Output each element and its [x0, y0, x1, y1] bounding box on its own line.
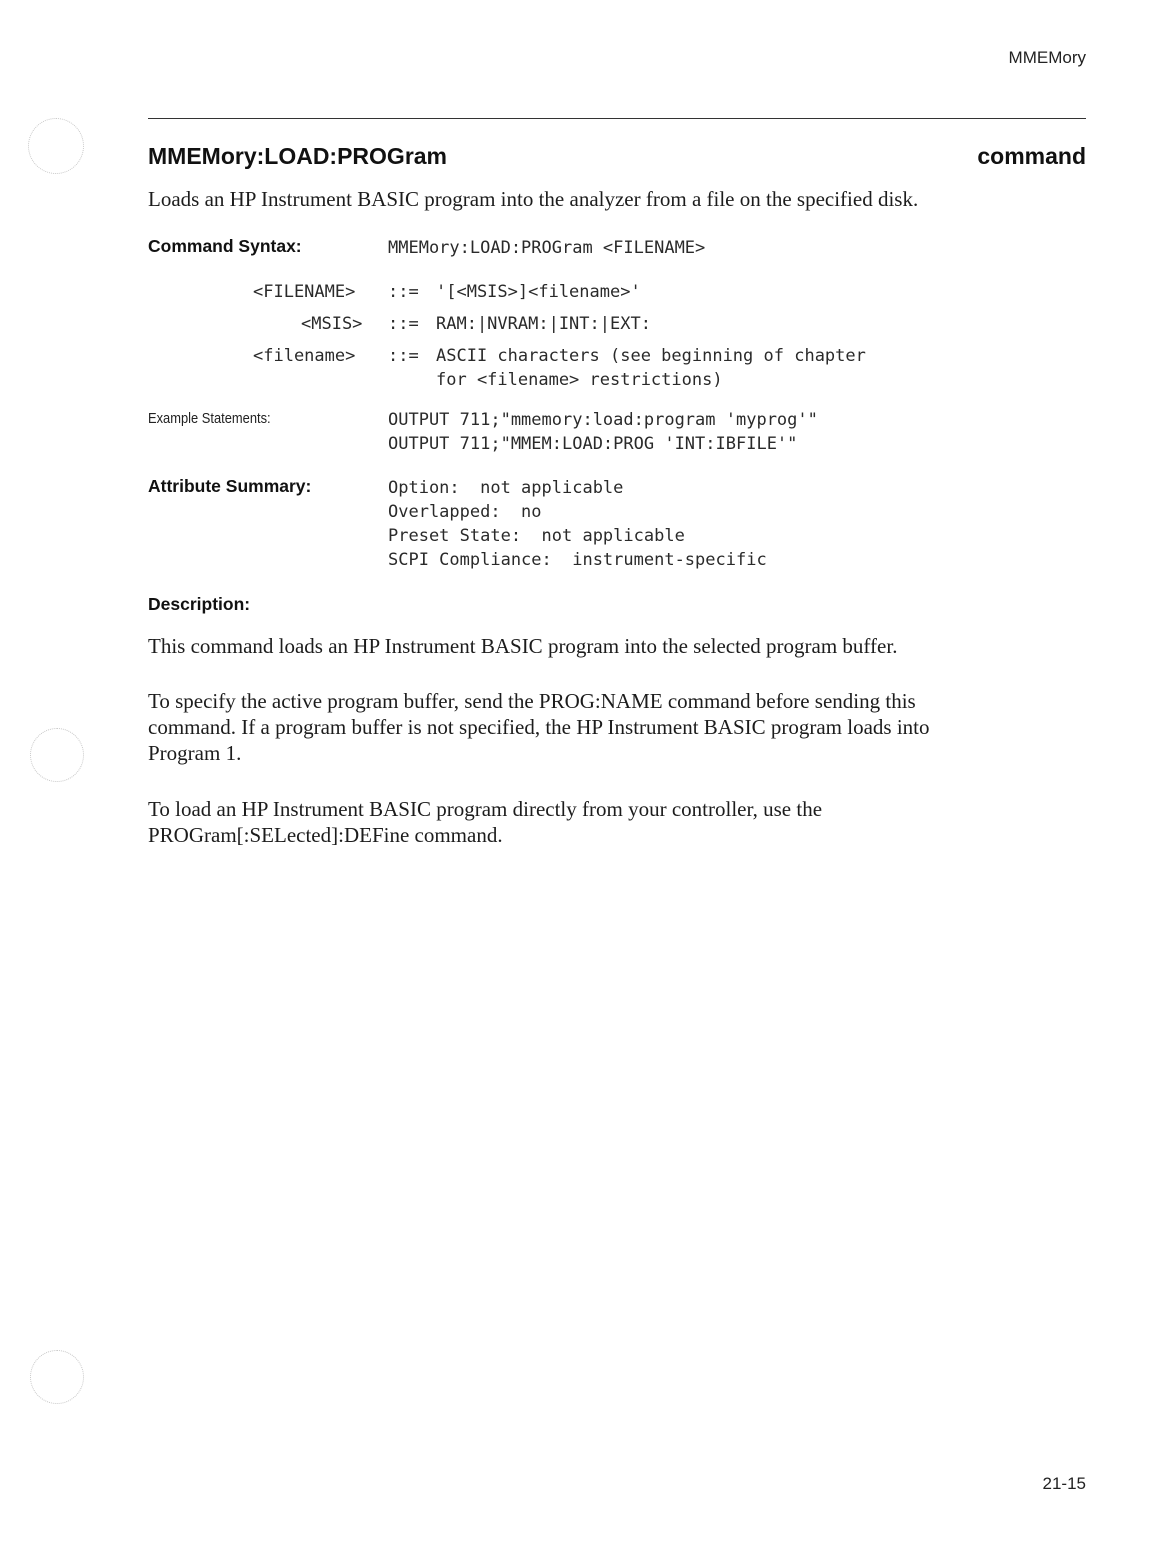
description-paragraph: This command loads an HP Instrument BASIC program into the selected program buffer.	[148, 634, 898, 658]
command-type-label: command	[977, 143, 1086, 169]
attribute-line: SCPI Compliance: instrument-specific	[388, 550, 767, 570]
example-statement: OUTPUT 711;"mmemory:load:program 'myprog'"	[388, 410, 818, 430]
description-paragraph: PROGram[:SELected]:DEFine command.	[148, 823, 503, 847]
syntax-operator: ::=	[388, 282, 419, 302]
syntax-definition: RAM:|NVRAM:|INT:|EXT:	[436, 314, 651, 334]
syntax-term: <MSIS>	[301, 314, 363, 334]
attribute-summary-label: Attribute Summary:	[148, 476, 312, 496]
attribute-line: Overlapped: no	[388, 502, 542, 522]
command-summary: Loads an HP Instrument BASIC program into the analyzer from a file on the specified disk.	[148, 187, 919, 211]
syntax-operator: ::=	[388, 314, 419, 334]
punch-hole-mark	[30, 1350, 84, 1404]
header-rule	[148, 118, 1086, 119]
syntax-operator: ::=	[388, 346, 419, 366]
command-syntax-label: Command Syntax:	[148, 236, 302, 256]
punch-hole-mark	[30, 728, 84, 782]
syntax-definition: '[<MSIS>]<filename>'	[436, 282, 641, 302]
example-statements-label: Example Statements:	[148, 410, 271, 427]
command-syntax-value: MMEMory:LOAD:PROGram <FILENAME>	[388, 238, 706, 258]
description-paragraph: command. If a program buffer is not specified, the HP Instrument BASIC program loads into	[148, 715, 930, 739]
description-paragraph: To specify the active program buffer, send the PROG:NAME command before sending this	[148, 689, 916, 713]
page-number: 21-15	[1042, 1474, 1086, 1493]
attribute-line: Preset State: not applicable	[388, 526, 685, 546]
syntax-definition-continued: for <filename> restrictions)	[436, 370, 723, 390]
description-label: Description:	[148, 594, 251, 614]
syntax-definition: ASCII characters (see beginning of chapter	[436, 346, 866, 366]
attribute-line: Option: not applicable	[388, 478, 624, 498]
syntax-term: <filename>	[253, 346, 356, 366]
example-statement: OUTPUT 711;"MMEM:LOAD:PROG 'INT:IBFILE'"	[388, 434, 798, 454]
syntax-term: <FILENAME>	[253, 282, 356, 302]
description-paragraph: Program 1.	[148, 741, 242, 765]
running-head: MMEMory	[1008, 48, 1086, 67]
punch-hole-mark	[28, 118, 84, 174]
description-paragraph: To load an HP Instrument BASIC program directly from your controller, use the	[148, 797, 823, 821]
command-title: MMEMory:LOAD:PROGram	[148, 143, 448, 169]
